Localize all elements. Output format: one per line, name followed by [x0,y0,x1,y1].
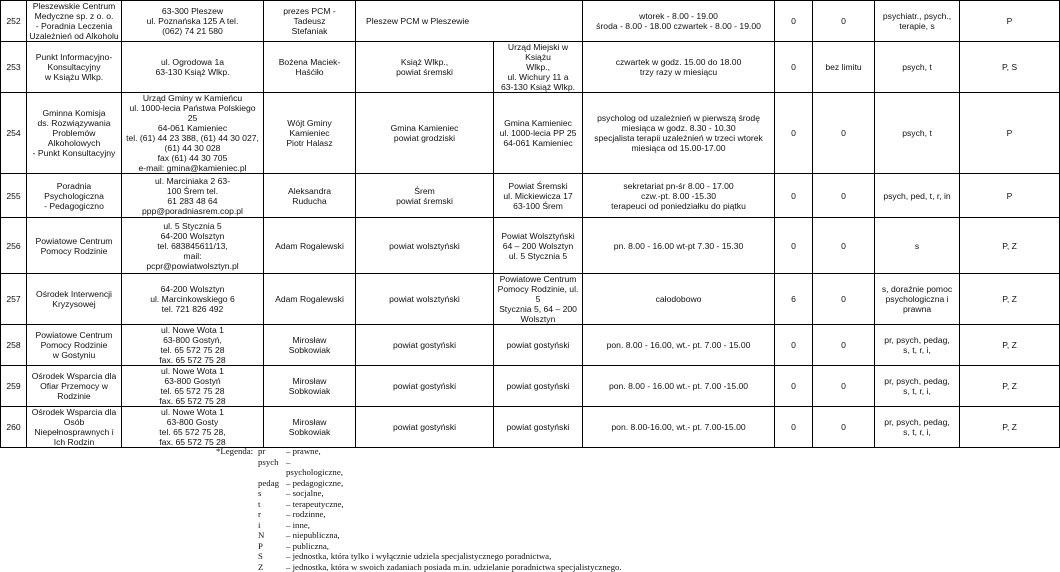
form-cell-text: P [961,16,1058,26]
area-cell-text: Gmina Kamieniec powiat grodziski [357,123,492,143]
venue-cell [494,325,583,366]
legend-spacer [216,541,258,552]
count-a-cell-text: 0 [776,340,811,350]
institution-cell-text: Gminna Komisja ds. Rozwiązywania Problemów Alkoholowych - Punkt Konsultacyjny [28,108,120,158]
address-cell [122,407,264,448]
legend-key: N [258,530,286,541]
count-b-cell-text: 0 [814,128,873,138]
venue-cell-text: powiat gostyński [495,381,581,391]
address-cell-text: 64-200 Wolsztyn ul. Marcinkowskiego 6 tel. 721 826 492 [123,284,262,314]
legend-spacer [216,488,258,499]
venue-cell-text: Powiat Śremski ul. Mickiewicza 17 63-100 Śrem [495,181,581,211]
legend-spacer [216,520,258,531]
hours-cell [583,174,775,218]
row-number-cell-text: 254 [2,128,25,138]
area-cell [356,1,583,42]
hours-cell-text: pon. 8.00 - 16.00 wt.- pt. 7.00 -15.00 [584,381,773,391]
address-cell [122,174,264,218]
address-cell [122,42,264,93]
director-cell-text: Aleksandra Ruducha [265,186,354,206]
institution-cell [27,1,122,42]
count-b-cell-text: 0 [814,294,873,304]
count-a-cell [775,218,813,274]
services-cell-text: pr, psych, pedag, s, t, r, i, [876,376,958,396]
address-cell [122,366,264,407]
hours-cell [583,325,775,366]
form-cell-text: P, Z [961,294,1058,304]
row-number-cell [1,366,27,407]
director-cell-text: prezes PCM - Tadeusz Stefaniak [265,6,354,36]
legend-spacer [216,457,258,478]
legend-value: – publiczna, [286,541,329,552]
institution-cell [27,325,122,366]
legend-value: – pedagogiczne, [286,478,343,489]
form-cell [960,93,1060,174]
address-cell [122,1,264,42]
services-cell-text: psych, t [876,128,958,138]
hours-cell-text: pon. 8.00-16.00, wt.- pt. 7.00-15.00 [584,422,773,432]
legend-value: – socjalne, [286,488,324,499]
legend-key: Z [258,562,286,572]
services-cell [875,274,960,325]
institution-cell [27,407,122,448]
row-number-cell-text: 252 [2,16,25,26]
institution-cell-text: Punkt Informacyjno- Konsultacyjny w Książu Wlkp. [28,52,120,82]
services-cell-text: psychiatr., psych., terapie, s [876,11,958,31]
legend-value: – jednostka, która tylko i wyłącznie udziela specjalistycznego poradnictwa, [286,551,551,562]
area-cell-text: powiat gostyński [357,381,492,391]
area-cell-text: Śrem powiat śremski [357,186,492,206]
count-a-cell [775,42,813,93]
legend-value: – niepubliczna, [286,530,340,541]
address-cell-text: ul. Marciniaka 2 63- 100 Śrem tel. 61 283 48 64 ppp@poradniasrem.cop.pl [123,176,262,216]
services-cell-text: s, doraźnie pomoc psychologiczna i prawna [876,284,958,314]
area-cell-text: powiat wolsztyński [357,294,492,304]
legend-value: – jednostka, która w swoich zadaniach posiada m.in. udzielanie poradnictwa specjalistycznego. [286,562,622,572]
institution-cell [27,93,122,174]
institution-cell-text: Ośrodek Interwencji Kryzysowej [28,289,120,309]
row-number-cell-text: 260 [2,422,25,432]
row-number-cell [1,274,27,325]
hours-cell [583,366,775,407]
legend-key: s [258,488,286,499]
services-cell [875,42,960,93]
hours-cell [583,407,775,448]
address-cell-text: ul. Nowe Wota 1 63-800 Gostyń, tel. 65 572 75 28 fax. 65 572 75 28 [123,325,262,365]
director-cell [264,174,356,218]
legend [216,446,622,572]
venue-cell [494,366,583,407]
services-cell [875,366,960,407]
venue-cell-text: Powiatowe Centrum Pomocy Rodzinie, ul. 5 Stycznia 5, 64 – 200 Wolsztyn [495,274,581,324]
director-cell-text: Mirosław Sobkowiak [265,417,354,437]
count-a-cell-text: 6 [776,294,811,304]
legend-key: i [258,520,286,531]
row-number-cell-text: 259 [2,381,25,391]
count-a-cell-text: 0 [776,128,811,138]
count-b-cell [813,218,875,274]
count-b-cell [813,366,875,407]
director-cell-text: Adam Rogalewski [265,241,354,251]
legend-value: – terapeutyczne, [286,499,344,510]
legend-key: pr [258,446,286,457]
form-cell-text: P [961,191,1058,201]
count-a-cell-text: 0 [776,16,811,26]
count-a-cell [775,1,813,42]
count-b-cell [813,274,875,325]
legend-key: t [258,499,286,510]
area-cell-text: Pleszew PCM w Pleszewie [366,16,581,26]
institution-cell-text: Ośrodek Wsparcia dla Osób Niepełnosprawnych i Ich Rodzin [28,407,120,447]
director-cell-text: Adam Rogalewski [265,294,354,304]
area-cell [356,174,494,218]
form-cell [960,325,1060,366]
row-number-cell [1,407,27,448]
legend-key: S [258,551,286,562]
legend-spacer [216,478,258,489]
services-cell [875,93,960,174]
venue-cell [494,93,583,174]
legend-key: psych [258,457,286,478]
institution-cell [27,42,122,93]
table-row [1,174,1060,218]
services-cell-text: psych, ped, t, r, in [876,191,958,201]
table-row [1,218,1060,274]
form-cell [960,218,1060,274]
director-cell-text: Wójt Gminy Kamieniec Piotr Halasz [265,118,354,148]
director-cell-text: Mirosław Sobkowiak [265,376,354,396]
table-row [1,325,1060,366]
row-number-cell [1,42,27,93]
venue-cell-text: Urząd Miejski w Książu Wlkp., ul. Wichury 11 a 63-130 Książ Wlkp. [495,42,581,92]
count-b-cell [813,174,875,218]
address-cell-text: 63-300 Pleszew ul. Poznańska 125 A tel. (062) 74 21 580 [123,6,262,36]
hours-cell [583,42,775,93]
count-b-cell-text: 0 [814,422,873,432]
legend-spacer [216,530,258,541]
area-cell [356,93,494,174]
hours-cell-text: czwartek w godz. 15.00 do 18.00 trzy razy w miesiącu [584,57,773,77]
venue-cell [494,42,583,93]
form-cell [960,274,1060,325]
table-row [1,274,1060,325]
institution-cell [27,366,122,407]
address-cell-text: Urząd Gminy w Kamieńcu ul. 1000-lecia Państwa Polskiego 25 64-061 Kamieniec tel. (61) 44 23 388, (61) 44 30 027, (61) 44 30 028 fax (61) 44 30 705 e-mail: gmina@kamieniec.pl [123,93,262,173]
venue-cell-text: powiat gostyński [495,340,581,350]
venue-cell [494,274,583,325]
row-number-cell-text: 256 [2,241,25,251]
director-cell [264,42,356,93]
table-row [1,366,1060,407]
address-cell [122,325,264,366]
area-cell [356,218,494,274]
institution-cell-text: Poradnia Psychologiczna - Pedagogiczno [28,181,120,211]
row-number-cell-text: 253 [2,62,25,72]
director-cell [264,407,356,448]
institution-cell [27,218,122,274]
count-a-cell-text: 0 [776,191,811,201]
legend-value: – psychologiczne, [286,457,343,478]
legend-key: P [258,541,286,552]
hours-cell [583,218,775,274]
address-cell-text: ul. 5 Stycznia 5 64-200 Wolsztyn tel. 683845611/13, mail: pcpr@powiatwolsztyn.pl [123,221,262,271]
count-a-cell-text: 0 [776,62,811,72]
count-b-cell-text: 0 [814,381,873,391]
services-cell [875,174,960,218]
table-row [1,407,1060,448]
address-cell-text: ul. Nowe Wota 1 63-800 Gosty tel. 65 572 75 28, fax. 65 572 75 28 [123,407,262,447]
count-a-cell [775,93,813,174]
area-cell-text: powiat gostyński [357,340,492,350]
director-cell [264,274,356,325]
legend-value: – rodzinne, [286,509,326,520]
form-cell [960,366,1060,407]
count-b-cell [813,42,875,93]
form-cell-text: P, Z [961,422,1058,432]
legend-spacer [216,562,258,572]
director-cell-text: Bożena Maciek- Haśćiło [265,57,354,77]
count-b-cell [813,93,875,174]
hours-cell-text: psycholog od uzależnień w pierwszą środę miesiąca w godz. 8.30 - 10.30 specjalista terapii uzależnień w trzeci wtorek miesiąca od 15.00-17.00 [584,113,773,153]
row-number-cell [1,325,27,366]
venue-cell-text: Gmina Kamieniec ul. 1000-lecia PP 25 64-061 Kamieniec [495,118,581,148]
form-cell [960,42,1060,93]
director-cell-text: Mirosław Sobkowiak [265,335,354,355]
area-cell-text: Książ Wlkp., powiat śremski [357,57,492,77]
institution-cell-text: Ośrodek Wsparcia dla Ofiar Przemocy w Rodzinie [28,371,120,401]
legend-spacer [216,551,258,562]
legend-spacer [216,499,258,510]
count-b-cell [813,325,875,366]
legend-value: – inne, [286,520,310,531]
count-b-cell-text: 0 [814,16,873,26]
director-cell [264,1,356,42]
legend-key: r [258,509,286,520]
table-row [1,93,1060,174]
address-cell [122,218,264,274]
institution-cell-text: Powiatowe Centrum Pomocy Rodzinie w Gostyniu [28,330,120,360]
hours-cell-text: całodobowo [584,294,773,304]
row-number-cell [1,93,27,174]
address-cell [122,93,264,174]
count-a-cell-text: 0 [776,381,811,391]
count-a-cell [775,325,813,366]
count-a-cell [775,407,813,448]
venue-cell [494,218,583,274]
count-b-cell-text: 0 [814,340,873,350]
venue-cell-text: powiat gostyński [495,422,581,432]
area-cell [356,366,494,407]
count-a-cell [775,274,813,325]
institution-cell-text: Pleszewskie Centrum Medyczne sp. z o. o. - Poradnia Leczenia Uzależnień od Alkoholu [28,1,120,41]
director-cell [264,218,356,274]
form-cell-text: P, Z [961,241,1058,251]
services-cell-text: psych, t [876,62,958,72]
services-cell-text: pr, psych, pedag, s, t, r, i, [876,417,958,437]
hours-cell [583,1,775,42]
legend-key: pedag [258,478,286,489]
area-cell [356,274,494,325]
director-cell [264,366,356,407]
form-cell-text: P [961,128,1058,138]
hours-cell [583,274,775,325]
area-cell [356,325,494,366]
legend-value: – prawne, [286,446,321,457]
area-cell-text: powiat gostyński [357,422,492,432]
table-row [1,1,1060,42]
form-cell [960,174,1060,218]
count-b-cell-text: bez limitu [814,62,873,72]
row-number-cell-text: 257 [2,294,25,304]
row-number-cell [1,218,27,274]
area-cell [356,407,494,448]
count-b-cell-text: 0 [814,191,873,201]
form-cell-text: P, S [961,62,1058,72]
form-cell-text: P, Z [961,340,1058,350]
institution-cell [27,274,122,325]
hours-cell [583,93,775,174]
form-cell [960,1,1060,42]
form-cell-text: P, Z [961,381,1058,391]
address-cell [122,274,264,325]
institution-cell-text: Powiatowe Centrum Pomocy Rodzinie [28,236,120,256]
venue-cell [494,174,583,218]
table-row [1,42,1060,93]
row-number-cell-text: 258 [2,340,25,350]
director-cell [264,93,356,174]
services-cell-text: s [876,241,958,251]
count-a-cell-text: 0 [776,241,811,251]
hours-cell-text: pon. 8.00 - 16.00, wt.- pt. 7.00 - 15.00 [584,340,773,350]
services-cell [875,407,960,448]
count-a-cell [775,366,813,407]
institution-cell [27,174,122,218]
address-cell-text: ul. Nowe Wota 1 63-800 Gostyń tel. 65 572 75 28 fax. 65 572 75 28 [123,366,262,406]
hours-cell-text: wtorek - 8.00 - 19.00 środa - 8.00 - 18.00 czwartek - 8.00 - 19.00 [584,11,773,31]
form-cell [960,407,1060,448]
services-cell-text: pr, psych, pedag, s, t, r, i, [876,335,958,355]
row-number-cell [1,1,27,42]
director-cell [264,325,356,366]
count-b-cell [813,1,875,42]
services-cell [875,325,960,366]
services-cell [875,1,960,42]
services-cell [875,218,960,274]
venue-cell [494,407,583,448]
hours-cell-text: pn. 8.00 - 16.00 wt-pt 7.30 - 15.30 [584,241,773,251]
area-cell [356,42,494,93]
count-b-cell [813,407,875,448]
area-cell-text: powiat wolsztyński [357,241,492,251]
row-number-cell-text: 255 [2,191,25,201]
venue-cell-text: Powiat Wolsztyński 64 – 200 Wolsztyn ul. 5 Stycznia 5 [495,231,581,261]
legend-intro: *Legenda: [216,446,258,457]
row-number-cell [1,174,27,218]
hours-cell-text: sekretariat pn-śr 8.00 - 17.00 czw.-pt. 8.00 -15.30 terapeuci od poniedziałku do piątku [584,181,773,211]
legend-spacer [216,509,258,520]
count-b-cell-text: 0 [814,241,873,251]
count-a-cell-text: 0 [776,422,811,432]
count-a-cell [775,174,813,218]
address-cell-text: ul. Ogrodowa 1a 63-130 Książ Wlkp. [123,57,262,77]
